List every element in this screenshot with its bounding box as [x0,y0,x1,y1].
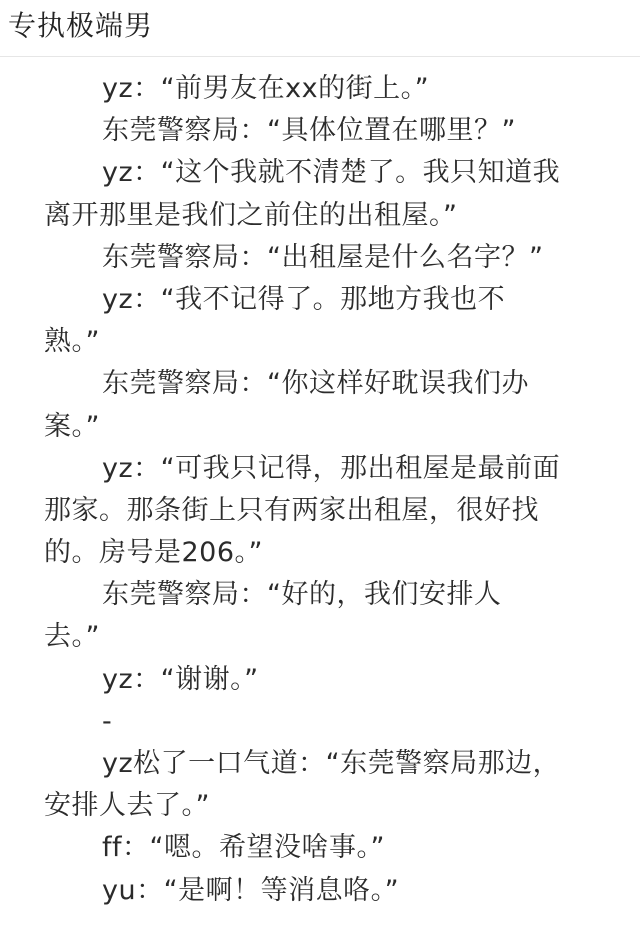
text-line: 东莞警察局：“具体位置在哪里？” [102,115,516,147]
page-title: 专执极端男 [8,9,154,42]
text-line: 东莞警察局：“出租屋是什么名字？” [102,241,544,273]
text-line: - [102,705,113,737]
text-line: yz：“我不记得了。那地方我也不 [102,283,506,315]
text-line: yu：“是啊！等消息咯。” [102,874,400,906]
text-line: 那家。那条街上只有两家出租屋，很好找 [44,494,539,526]
text-line: yz：“谢谢。” [102,663,259,695]
header-bar [0,0,640,57]
text-line: yz松了一口气道：“东莞警察局那边， [102,748,561,779]
text-line: yz：“这个我就不清楚了。我只知道我 [102,157,561,189]
text-line: ff：“嗯。希望没啥事。” [102,832,385,864]
text-line: 熟。” [44,326,100,358]
text-line: 去。” [44,621,100,653]
text-line: 安排人去了。” [44,790,210,822]
text-line: yz：“前男友在xx的街上。” [102,73,430,104]
article-body [0,68,640,912]
text-line: 离开那里是我们之前住的出租屋。” [44,199,458,231]
text-line: 东莞警察局：“好的，我们安排人 [102,579,502,611]
text-line: 的。房号是206。” [44,537,264,569]
text-line: yz：“可我只记得，那出租屋是最前面 [102,452,561,484]
text-line: 案。” [44,410,100,442]
text-line: 东莞警察局：“你这样好耽误我们办 [102,368,529,400]
